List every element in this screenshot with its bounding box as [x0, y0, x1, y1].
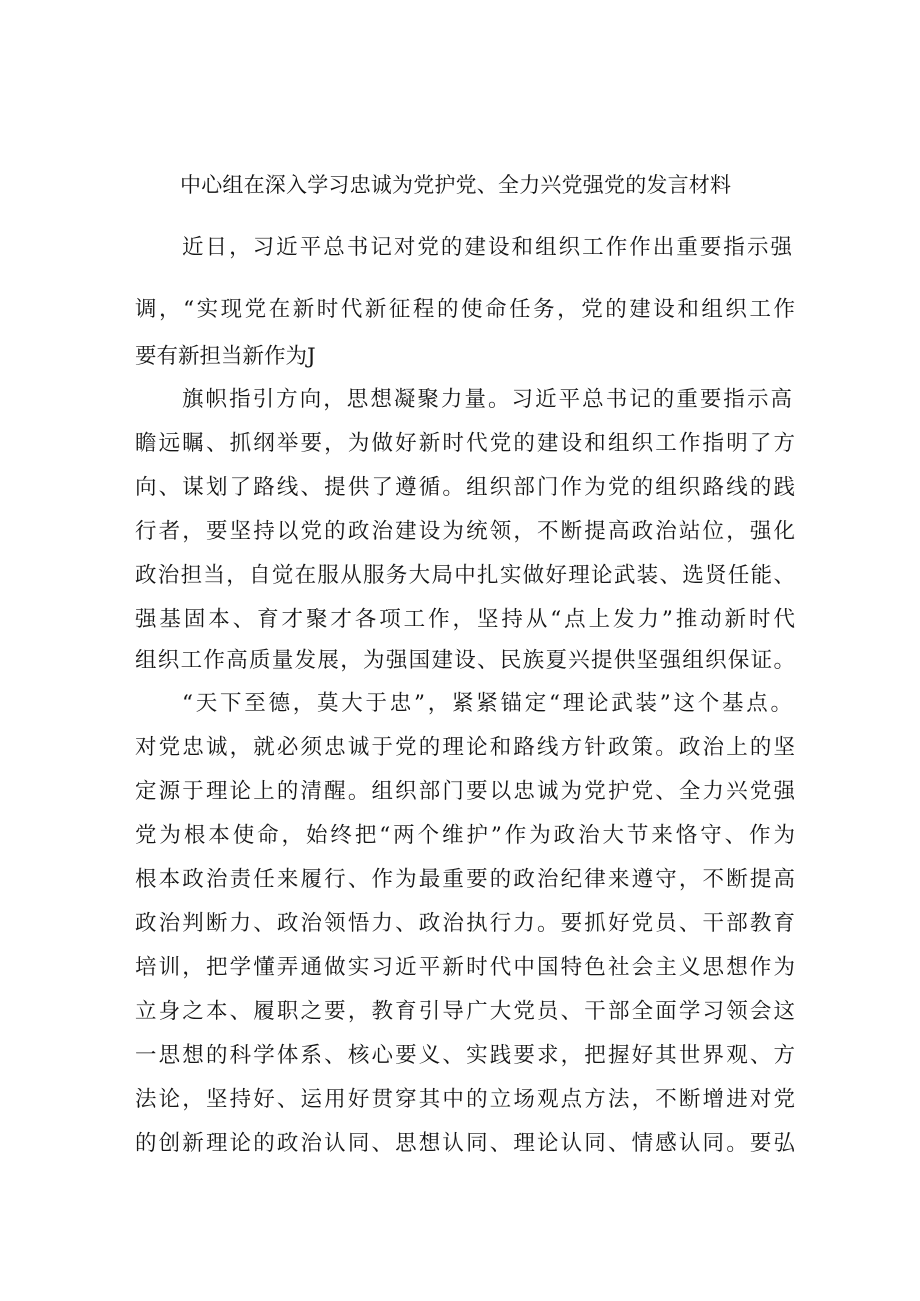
- paragraph-1-line-3: 要有新担当新作为J: [135, 344, 316, 369]
- paragraph-3-line-3: 定源于理论上的清醒。组织部门要以忠诚为党护党、全力兴党强: [135, 779, 795, 804]
- paragraph-3-line-8: 立身之本、履职之要，教育引导广大党员、干部全面学习领会这: [135, 999, 795, 1024]
- paragraph-3-line-10: 法论，坚持好、运用好贯穿其中的立场观点方法，不断增进对党: [135, 1087, 795, 1112]
- paragraph-3-line-5: 根本政治责任来履行、作为最重要的政治纪律来遵守，不断提高: [135, 867, 795, 892]
- paragraph-2-line-4: 行者，要坚持以党的政治建设为统领，不断提高政治站位，强化: [135, 519, 795, 544]
- paragraph-2-line-6: 强基固本、育才聚才各项工作，坚持从“点上发力”推动新时代: [135, 607, 795, 632]
- paragraph-3-line-4: 党为根本使命，始终把“两个维护”作为政治大节来恪守、作为: [135, 823, 795, 848]
- paragraph-3-line-9: 一思想的科学体系、核心要义、实践要求，把握好其世界观、方: [135, 1043, 795, 1068]
- paragraph-1-line-1: 近日，习近平总书记对党的建设和组织工作作出重要指示强: [182, 235, 792, 260]
- paragraph-2-line-3: 向、谋划了路线、提供了遵循。组织部门作为党的组织路线的践: [135, 475, 795, 500]
- document-title: 中心组在深入学习忠诚为党护党、全力兴党强党的发言材料: [180, 173, 732, 197]
- paragraph-3-line-7: 培训，把学懂弄通做实习近平新时代中国特色社会主义思想作为: [135, 955, 795, 980]
- paragraph-3-line-11: 的创新理论的政治认同、思想认同、理论认同、情感认同。要弘: [135, 1131, 795, 1156]
- paragraph-3-line-6: 政治判断力、政治领悟力、政治执行力。要抓好党员、干部教育: [135, 911, 795, 936]
- paragraph-2-line-7: 组织工作高质量发展，为强国建设、民族夏兴提供坚强组织保证。: [135, 648, 795, 673]
- paragraph-2-line-1: 旗帜指引方向，思想凝聚力量。习近平总书记的重要指示高: [182, 387, 792, 412]
- paragraph-2-line-2: 瞻远瞩、抓纲举要，为做好新时代党的建设和组织工作指明了方: [135, 431, 795, 456]
- paragraph-3-line-2: 对党忠诚，就必须忠诚于党的理论和路线方针政策。政治上的坚: [135, 735, 795, 760]
- paragraph-2-line-5: 政治担当，自觉在服从服务大局中扎实做好理论武装、选贤任能、: [135, 563, 795, 588]
- paragraph-3-line-1: “天下至德，莫大于忠”，紧紧锚定“理论武装”这个基点。: [182, 691, 792, 716]
- paragraph-1-line-2: 调，“实现党在新时代新征程的使命任务，党的建设和组织工作: [135, 297, 795, 322]
